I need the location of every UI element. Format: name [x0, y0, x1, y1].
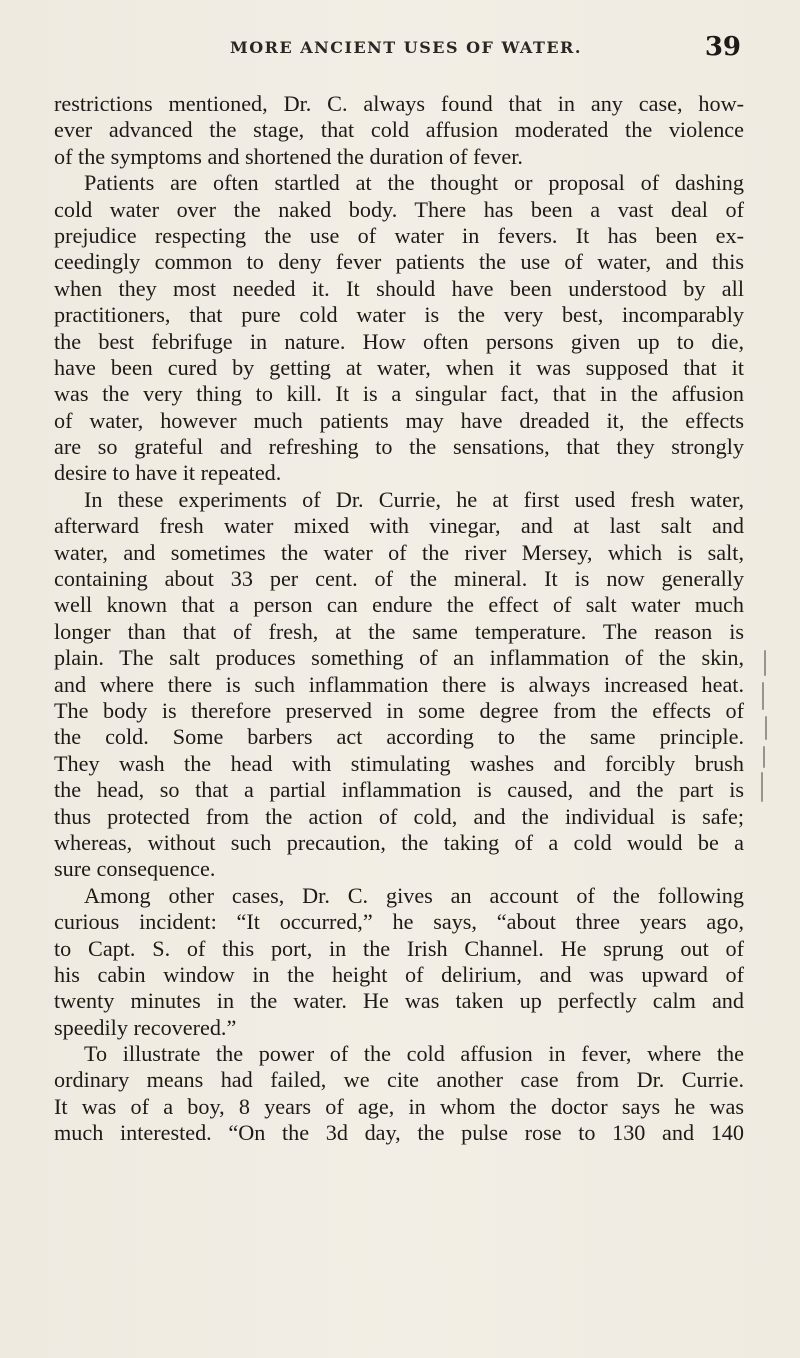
text-line: prejudice respecting the use of water in fevers. It has been ex- — [54, 222, 744, 248]
text-line: of the symptoms and shortened the duration of fever. — [54, 143, 523, 169]
text-line: his cabin window in the height of delirium, and was upward of — [54, 961, 744, 987]
text-line: sure consequence. — [54, 856, 216, 882]
text-line: restrictions mentioned, Dr. C. always found that in any case, how- — [54, 91, 744, 116]
page-number: 39 — [704, 32, 741, 62]
text-line: the best febrifuge in nature. How often persons given up to die, — [54, 328, 744, 354]
text-line: Patients are often startled at the thought or proposal of dashing — [84, 170, 744, 196]
running-title: MORE ANCIENT USES OF WATER. — [230, 38, 582, 57]
margin-marks — [760, 650, 780, 820]
text-line: plain. The salt produces something of an inflammation of the skin, — [54, 645, 744, 671]
text-line: have been cured by getting at water, when it was supposed that it — [54, 354, 744, 380]
text-line: the head, so that a partial inflammation is caused, and the part is — [54, 777, 744, 803]
text-line: speedily recovered.” — [54, 1014, 237, 1040]
text-line: and where there is such inflammation there is always increased heat. — [54, 671, 744, 697]
text-line: Among other cases, Dr. C. gives an account of the following — [84, 882, 744, 908]
running-head — [60, 34, 741, 74]
text-line: To illustrate the power of the cold affusion in fever, where the — [84, 1041, 744, 1067]
text-line: when they most needed it. It should have been understood by all — [54, 275, 744, 301]
text-line: curious incident: “It occurred,” he says, “about three years ago, — [54, 909, 744, 935]
text-line: They wash the head with stimulating washes and forcibly brush — [54, 750, 744, 776]
text-line: whereas, without such precaution, the taking of a cold would be a — [54, 829, 744, 855]
text-line: practitioners, that pure cold water is the very best, incomparably — [54, 302, 744, 328]
text-line: It was of a boy, 8 years of age, in whom the doctor says he was — [54, 1093, 744, 1119]
text-line: the cold. Some barbers act according to the same principle. — [54, 724, 744, 750]
text-line: cold water over the naked body. There has been a vast deal of — [54, 196, 744, 222]
text-line: of water, however much patients may have dreaded it, the effects — [54, 407, 744, 433]
text-line: water, and sometimes the water of the river Mersey, which is salt, — [54, 539, 744, 565]
text-line: are so grateful and refreshing to the sensations, that they strongly — [54, 434, 744, 460]
text-line: to Capt. S. of this port, in the Irish Channel. He sprung out of — [54, 935, 744, 961]
text-line: desire to have it repeated. — [54, 460, 282, 486]
text-line: longer than that of fresh, at the same temperature. The reason is — [54, 618, 744, 644]
text-line: ever advanced the stage, that cold affusion moderated the violence — [54, 117, 744, 143]
text-line: thus protected from the action of cold, and the individual is safe; — [54, 803, 744, 829]
body-text — [54, 91, 744, 1147]
text-line: much interested. “On the 3d day, the pulse rose to 130 and 140 — [54, 1120, 744, 1146]
text-line: containing about 33 per cent. of the mineral. It is now generally — [54, 566, 744, 592]
text-line: twenty minutes in the water. He was taken up perfectly calm and — [54, 988, 744, 1014]
text-line: was the very thing to kill. It is a singular fact, that in the affusion — [54, 381, 744, 407]
text-line: well known that a person can endure the effect of salt water much — [54, 592, 744, 618]
text-line: In these experiments of Dr. Currie, he at first used fresh water, — [84, 486, 744, 512]
text-line: The body is therefore preserved in some degree from the effects of — [54, 697, 744, 723]
text-line: ordinary means had failed, we cite another case from Dr. Currie. — [54, 1067, 744, 1093]
text-line: ceedingly common to deny fever patients the use of water, and this — [54, 249, 744, 275]
text-line: afterward fresh water mixed with vinegar, and at last salt and — [54, 513, 744, 539]
